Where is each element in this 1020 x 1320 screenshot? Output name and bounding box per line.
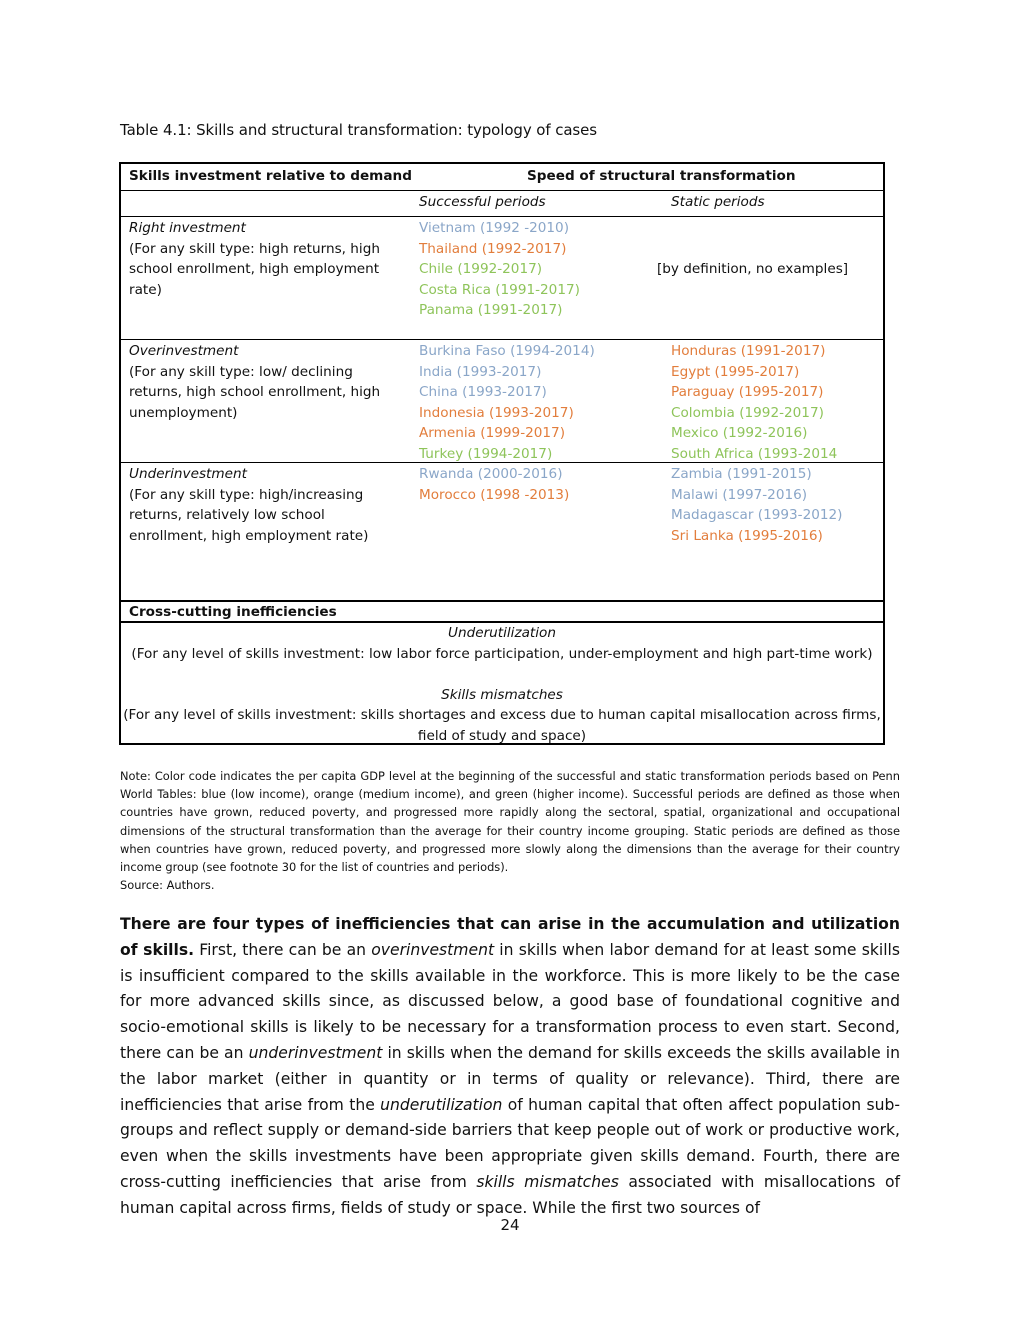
text-segment: First, there can be an	[194, 940, 372, 959]
crosscut-header: Cross-cutting inefficiencies	[129, 604, 337, 620]
row-divider	[121, 339, 883, 340]
country-entry: South Africa (1993-2014	[671, 445, 838, 462]
row-desc-line: enrollment, high employment rate)	[129, 527, 369, 544]
row-title: Underinvestment	[129, 466, 247, 482]
country-entry: Zambia (1991-2015)	[671, 466, 812, 482]
page-number: 24	[500, 1216, 520, 1234]
subheader-successful: Successful periods	[419, 194, 546, 210]
row-desc-line: unemployment)	[129, 404, 238, 421]
right-investment-successful-list	[419, 218, 580, 321]
underinvestment-static-list	[671, 464, 842, 546]
text-segment: in skills when labor demand for at least some skills is insufficient compared to the skills available in the workforce. This is more likely to be the case for more advanced skills since, as discussed below, a good base of foundational cognitive and socio-emotional skills is likely to be necessary for a transformation process to even start. Second, there can be an	[120, 940, 900, 1062]
typology-table	[119, 162, 885, 745]
row-divider	[121, 462, 883, 463]
no-examples-note: [by definition, no examples]	[657, 261, 849, 277]
country-entry: Colombia (1992-2017)	[671, 404, 824, 421]
text-segment: associated with misallocations of human capital across firms, fields of study or space. While the first two sources of	[120, 1172, 900, 1217]
row-title: Right investment	[129, 220, 246, 236]
lead-sentence: There are four types of inefficiencies that can arise in the accumulation and utilization of skills.	[120, 915, 900, 959]
row-desc-line: rate)	[129, 281, 162, 298]
overinvestment-static-list	[671, 341, 837, 464]
table-caption: Table 4.1: Skills and structural transformation: typology of cases	[120, 121, 597, 139]
country-entry: Madagascar (1993-2012)	[671, 507, 843, 523]
row-overinvestment-label	[129, 341, 380, 423]
text-segment: in skills when the demand for skills exceeds the skills available in the labor market (either in quantity or in terms of quality or relevance). Third, there are inefficiencies that arise from the	[120, 1043, 900, 1114]
country-entry: Malawi (1997-2016)	[671, 486, 808, 503]
country-entry: Mexico (1992-2016)	[671, 425, 808, 441]
country-entry: Paraguay (1995-2017)	[671, 384, 824, 400]
country-entry: Thailand (1992-2017)	[419, 240, 567, 257]
country-entry: Morocco (1998 -2013)	[419, 486, 570, 503]
text-segment: of human capital that often affect population sub-groups and reflect supply or demand-side barriers that keep people out of work or productive work, even when the skills investments have been appropriate given skills demand. Fourth, there are cross-cutting inefficiencies that arise from	[120, 1095, 900, 1191]
country-entry: Indonesia (1993-2017)	[419, 404, 574, 421]
row-desc-line: (For any skill type: low/ declining	[129, 363, 353, 380]
emphasis-term: underutilization	[380, 1095, 503, 1114]
row-right-investment-label	[129, 218, 380, 300]
row-desc-line: school enrollment, high employment	[129, 261, 380, 277]
row-desc-line: returns, relatively low school	[129, 507, 325, 523]
underutilization-desc: (For any level of skills investment: low labor force participation, under-employment and high part-time work)	[131, 645, 873, 662]
country-entry: Vietnam (1992 -2010)	[419, 220, 570, 236]
skills-mismatches-desc: (For any level of skills investment: skills shortages and excess due to human capital misallocation across firms,	[123, 707, 881, 723]
header-speed-transformation: Speed of structural transformation	[527, 168, 796, 184]
country-entry: Egypt (1995-2017)	[671, 363, 800, 380]
emphasis-term: underinvestment	[248, 1043, 383, 1062]
row-desc-line: (For any skill type: high/increasing	[129, 486, 364, 503]
row-divider	[121, 216, 883, 217]
skills-mismatches-title: Skills mismatches	[441, 686, 563, 703]
country-entry: Honduras (1991-2017)	[671, 343, 826, 359]
country-entry: Costa Rica (1991-2017)	[419, 281, 580, 298]
country-entry: Armenia (1999-2017)	[419, 425, 565, 441]
row-desc-line: returns, high school enrollment, high	[129, 384, 381, 400]
table-note	[120, 767, 900, 894]
overinvestment-successful-list	[419, 341, 595, 464]
emphasis-term: overinvestment	[371, 940, 495, 959]
row-divider	[121, 190, 883, 191]
crosscut-content	[121, 623, 883, 746]
subheader-static: Static periods	[671, 194, 765, 210]
row-underinvestment-label	[129, 464, 368, 546]
row-desc-line: (For any skill type: high returns, high	[129, 240, 380, 257]
body-paragraph	[120, 912, 900, 1222]
country-entry: Panama (1991-2017)	[419, 302, 563, 318]
skills-mismatches-desc: field of study and space)	[417, 727, 587, 744]
country-entry: China (1993-2017)	[419, 384, 547, 400]
underinvestment-successful-list	[419, 464, 569, 505]
emphasis-term: skills mismatches	[476, 1172, 619, 1191]
header-skills-investment: Skills investment relative to demand	[129, 168, 412, 184]
note-source: Source: Authors.	[120, 878, 215, 893]
underutilization-title: Underutilization	[448, 625, 556, 641]
note-text: Note: Color code indicates the per capita GDP level at the beginning of the successful and static transformation periods based on Penn World Tables: blue (low income), orange (medium income), and green (higher income). Successful periods are defined as those when countries have grown, reduced poverty, and progressed more rapidly along the sectoral, spatial, organizational and occupational dimensions of the structural transformation than the average for their country income grouping. Static periods are defined as those when countries have grown, reduced poverty, and progressed more slowly along the dimensions than the average for their country income group (see footnote 30 for the list of countries and periods).	[120, 769, 900, 875]
country-entry: Chile (1992-2017)	[419, 261, 543, 277]
country-entry: Turkey (1994-2017)	[419, 445, 553, 462]
row-title: Overinvestment	[129, 343, 239, 359]
country-entry: India (1993-2017)	[419, 363, 542, 380]
country-entry: Rwanda (2000-2016)	[419, 466, 563, 482]
country-entry: Sri Lanka (1995-2016)	[671, 527, 823, 544]
country-entry: Burkina Faso (1994-2014)	[419, 343, 595, 359]
